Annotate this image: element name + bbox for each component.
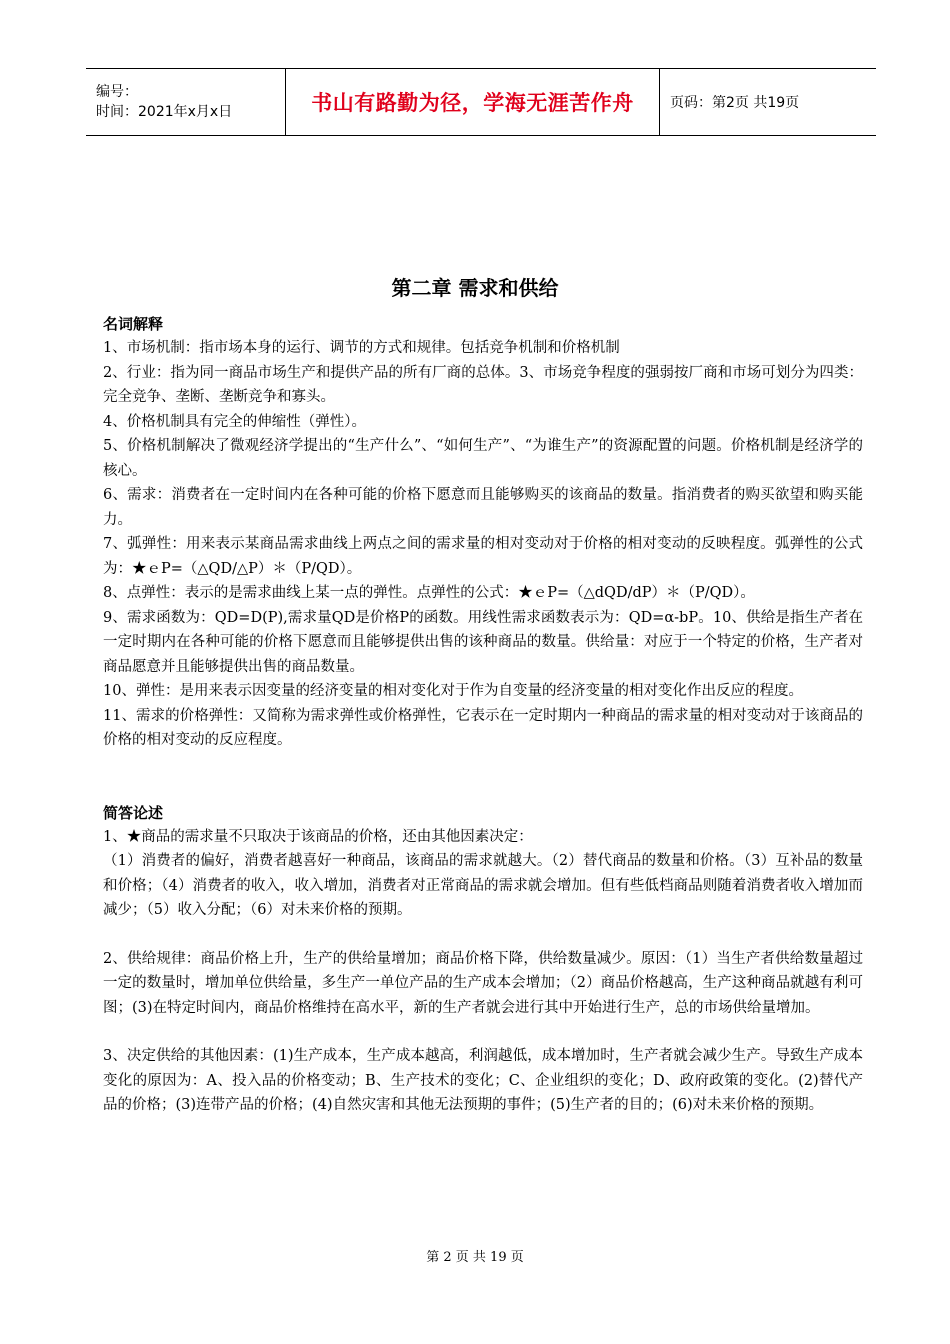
paragraph: 1、★商品的需求量不只取决于该商品的价格，还由其他因素决定： [103, 828, 533, 845]
chapter-title: 第二章 需求和供给 [391, 276, 559, 300]
paragraph: 4、价格机制具有完全的伸缩性（弹性）。 [103, 413, 366, 430]
header-page-cell [660, 69, 876, 135]
paragraph: 9、需求函数为：QD=D(P),需求量QD是价格P的函数。用线性需求函数表示为：QD=α-bP。10、供给是指生产者在一定时期内在各种可能的价格下愿意而且能够提供出售的该种商品的数量。供给量：对应于一个特定的价格，生产者对商品愿意并且能够提供出售的商品数量。 [103, 609, 863, 675]
time-label: 时间：2021年x月x日 [96, 104, 233, 120]
paragraph: 3、决定供给的其他因素：(1)生产成本，生产成本越高，利润越低，成本增加时，生产者就会减少生产。导致生产成本变化的原因为：A、投入品的价格变动；B、生产技术的变化；C、企业组织的变化；D、政府政策的变化。(2)替代产品的价格；(3)连带产品的价格；(4)自然灾害和其他无法预期的事件；(5)生产者的目的；(6)对未来价格的预期。 [103, 1048, 863, 1113]
spacer [103, 923, 863, 947]
paragraph: 2、行业：指为同一商品市场生产和提供产品的所有厂商的总体。3、市场竞争程度的强弱按厂商和市场可划分为四类：完全竞争、垄断、垄断竞争和寡头。 [103, 364, 863, 405]
page-footer: 第 2 页 共 19 页 [426, 1250, 524, 1265]
header-meta [86, 69, 286, 135]
motto: 书山有路勤为径，学海无涯苦作舟 [311, 91, 634, 115]
paragraph: 2、供给规律：商品价格上升，生产的供给量增加；商品价格下降，供给数量减少。原因：（1）当生产者供给数量超过一定的数量时，增加单位供给量，多生产一单位产品的生产成本会增加；（2）商品价格越高，生产这种商品就越有利可图；(3)在特定时间内，商品价格维持在高水平，新的生产者就会进行其中开始进行生产，总的市场供给量增加。 [103, 950, 863, 1016]
paragraph: 1、市场机制：指市场本身的运行、调节的方式和规律。包括竞争机制和价格机制 [103, 340, 620, 356]
paragraph: 5、价格机制解决了微观经济学提出的“生产什么”、“如何生产”、“为谁生产”的资源配置的问题。价格机制是经济学的核心。 [103, 438, 863, 479]
number-label: 编号： [96, 84, 138, 100]
paragraph: 8、点弹性：表示的是需求曲线上某一点的弹性。点弹性的公式：★ｅP=（△dQD/dP）＊（P/QD）。 [103, 585, 755, 601]
paragraph: （1）消费者的偏好，消费者越喜好一种商品，该商品的需求就越大。（2）替代商品的数量和价格。（3）互补品的数量和价格；（4）消费者的收入，收入增加，消费者对正常商品的需求就会增加。但有些低档商品则随着消费者收入增加而减少；（5）收入分配；（6）对未来价格的预期。 [103, 853, 863, 918]
document-header [86, 68, 876, 136]
document-body [103, 312, 863, 1118]
spacer [103, 1020, 863, 1044]
paragraph: 10、弹性：是用来表示因变量的经济变量的相对变化对于作为自变量的经济变量的相对变化作出反应的程度。 [103, 683, 803, 699]
section-heading-answers: 简答论述 [103, 803, 164, 822]
section-heading-terms: 名词解释 [103, 315, 164, 333]
paragraph: 11、需求的价格弹性：又简称为需求弹性或价格弹性，它表示在一定时期内一种商品的需求量的相对变动对于该商品的价格的相对变动的反应程度。 [103, 707, 863, 748]
paragraph: 6、需求：消费者在一定时间内在各种可能的价格下愿意而且能够购买的该商品的数量。指消费者的购买欲望和购买能力。 [103, 487, 863, 528]
header-motto-cell [286, 69, 660, 135]
paragraph: 7、弧弹性：用来表示某商品需求曲线上两点之间的需求量的相对变动对于价格的相对变动的反映程度。弧弹性的公式为：★ｅP=（△QD/△P）＊（P/QD）。 [103, 536, 863, 577]
page-info: 页码：第2页 共19页 [670, 95, 800, 111]
spacer [103, 753, 863, 801]
